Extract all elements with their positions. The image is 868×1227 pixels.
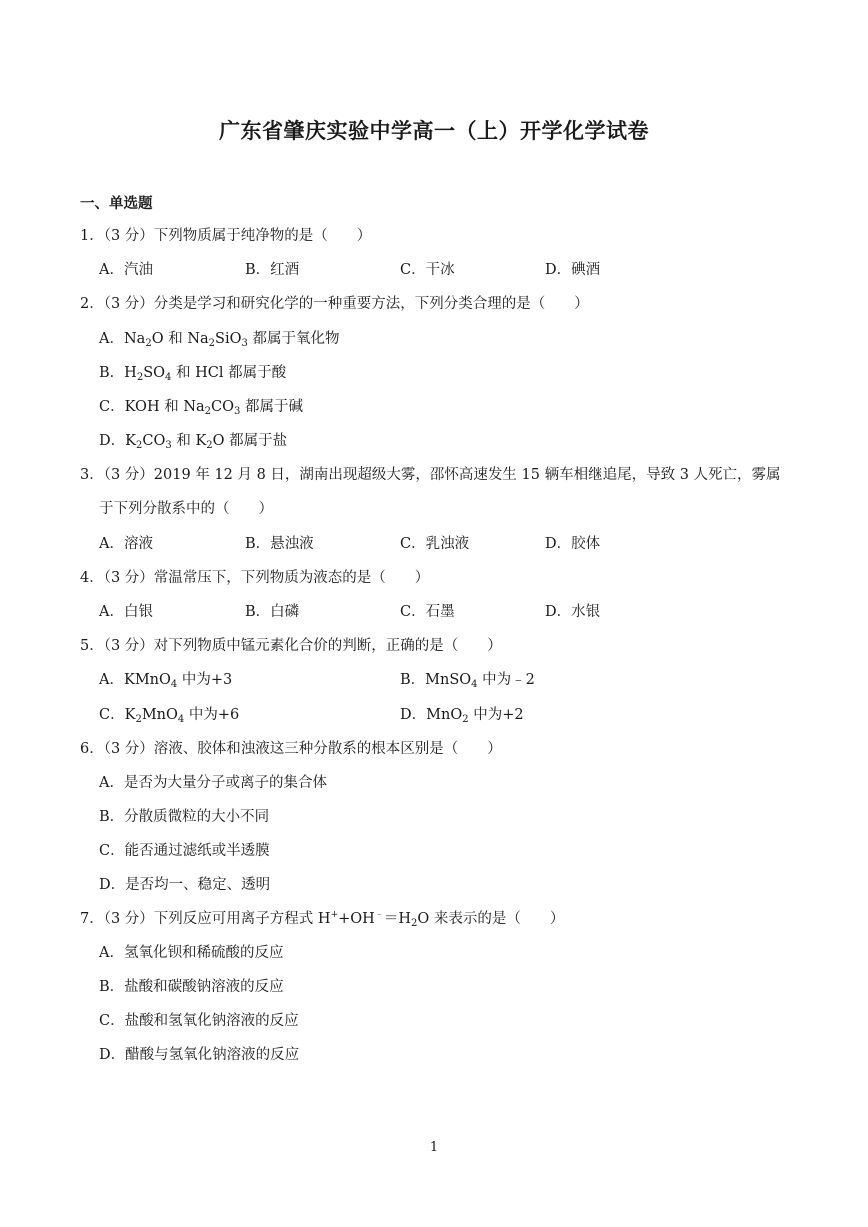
question-4-option-b: B．白磷 [245, 604, 300, 620]
question-6-option-c: C．能否通过滤纸或半透膜 [99, 843, 270, 859]
question-1-stem: 1．（3 分）下列物质属于纯净物的是（ ） [80, 228, 372, 244]
question-2-option-d: D．$K_2CO_3$ 和 $K_2O$ 都属于盐 [99, 433, 288, 451]
question-3-stem: 3．（3 分）2019 年 12 月 8 日，湖南出现超级大雾，邵怀高速发生 15 辆车相继追尾，导致 3 人死亡，雾属 [80, 467, 781, 483]
question-3-option-a: A．溶液 [99, 536, 153, 552]
question-2-option-a: A．$Na_2O$ 和 $Na_2SiO_3$ 都属于氧化物 [99, 331, 340, 349]
question-7-stem: 7．（3 分）下列反应可用离子方程式 $H^++OH^﹣=H_2O$ 来表示的是（ ） [80, 910, 565, 929]
question-5-option-b: B．MnSO$_4$ 中为﹣2 [400, 672, 535, 690]
question-1-option-b: B．红酒 [245, 262, 300, 278]
question-1-option-c: C．干冰 [400, 262, 455, 278]
question-3-stem-continued: 于下列分散系中的（ ） [99, 501, 273, 517]
question-5-option-d: D．MnO$_2$ 中为+2 [400, 707, 524, 725]
question-2-option-b: B．$H_2SO_4$ 和 HCl 都属于酸 [99, 365, 287, 383]
question-7-option-c: C．盐酸和氢氧化钠溶液的反应 [99, 1013, 299, 1029]
question-4-stem: 4．（3 分）常温常压下，下列物质为液态的是（ ） [80, 570, 430, 586]
question-5-option-c: C．$K_2MnO_4$ 中为+6 [99, 707, 240, 725]
page-number: 1 [429, 1140, 439, 1155]
question-3-option-b: B．悬浊液 [245, 536, 314, 552]
question-4-option-a: A．白银 [99, 604, 153, 620]
question-5-stem: 5．（3 分）对下列物质中锰元素化合价的判断，正确的是（ ） [80, 638, 502, 654]
question-4-option-d: D．水银 [545, 604, 601, 620]
question-6-option-b: B．分散质微粒的大小不同 [99, 809, 270, 825]
question-4-option-c: C．石墨 [400, 604, 455, 620]
question-7-option-a: A．氢氧化钡和稀硫酸的反应 [99, 945, 284, 961]
question-1-option-d: D．碘酒 [545, 262, 601, 278]
question-1-option-a: A．汽油 [99, 262, 153, 278]
question-7-option-b: B．盐酸和碳酸钠溶液的反应 [99, 979, 284, 995]
exam-title: 广东省肇庆实验中学高一（上）开学化学试卷 [219, 118, 649, 143]
question-2-stem: 2．（3 分）分类是学习和研究化学的一种重要方法，下列分类合理的是（ ） [80, 296, 589, 312]
question-3-option-d: D．胶体 [545, 536, 601, 552]
question-3-option-c: C．乳浊液 [400, 536, 470, 552]
section-heading: 一、单选题 [80, 195, 153, 212]
question-2-option-c: C．KOH 和 $Na_2CO_3$ 都属于碱 [99, 399, 303, 417]
question-6-option-d: D．是否均一、稳定、透明 [99, 877, 271, 893]
question-5-option-a: A．KMnO$_4$ 中为+3 [99, 672, 233, 690]
question-7-option-d: D．醋酸与氢氧化钠溶液的反应 [99, 1047, 300, 1063]
question-6-stem: 6．（3 分）溶液、胶体和浊液这三种分散系的根本区别是（ ） [80, 741, 502, 757]
question-6-option-a: A．是否为大量分子或离子的集合体 [99, 775, 327, 791]
